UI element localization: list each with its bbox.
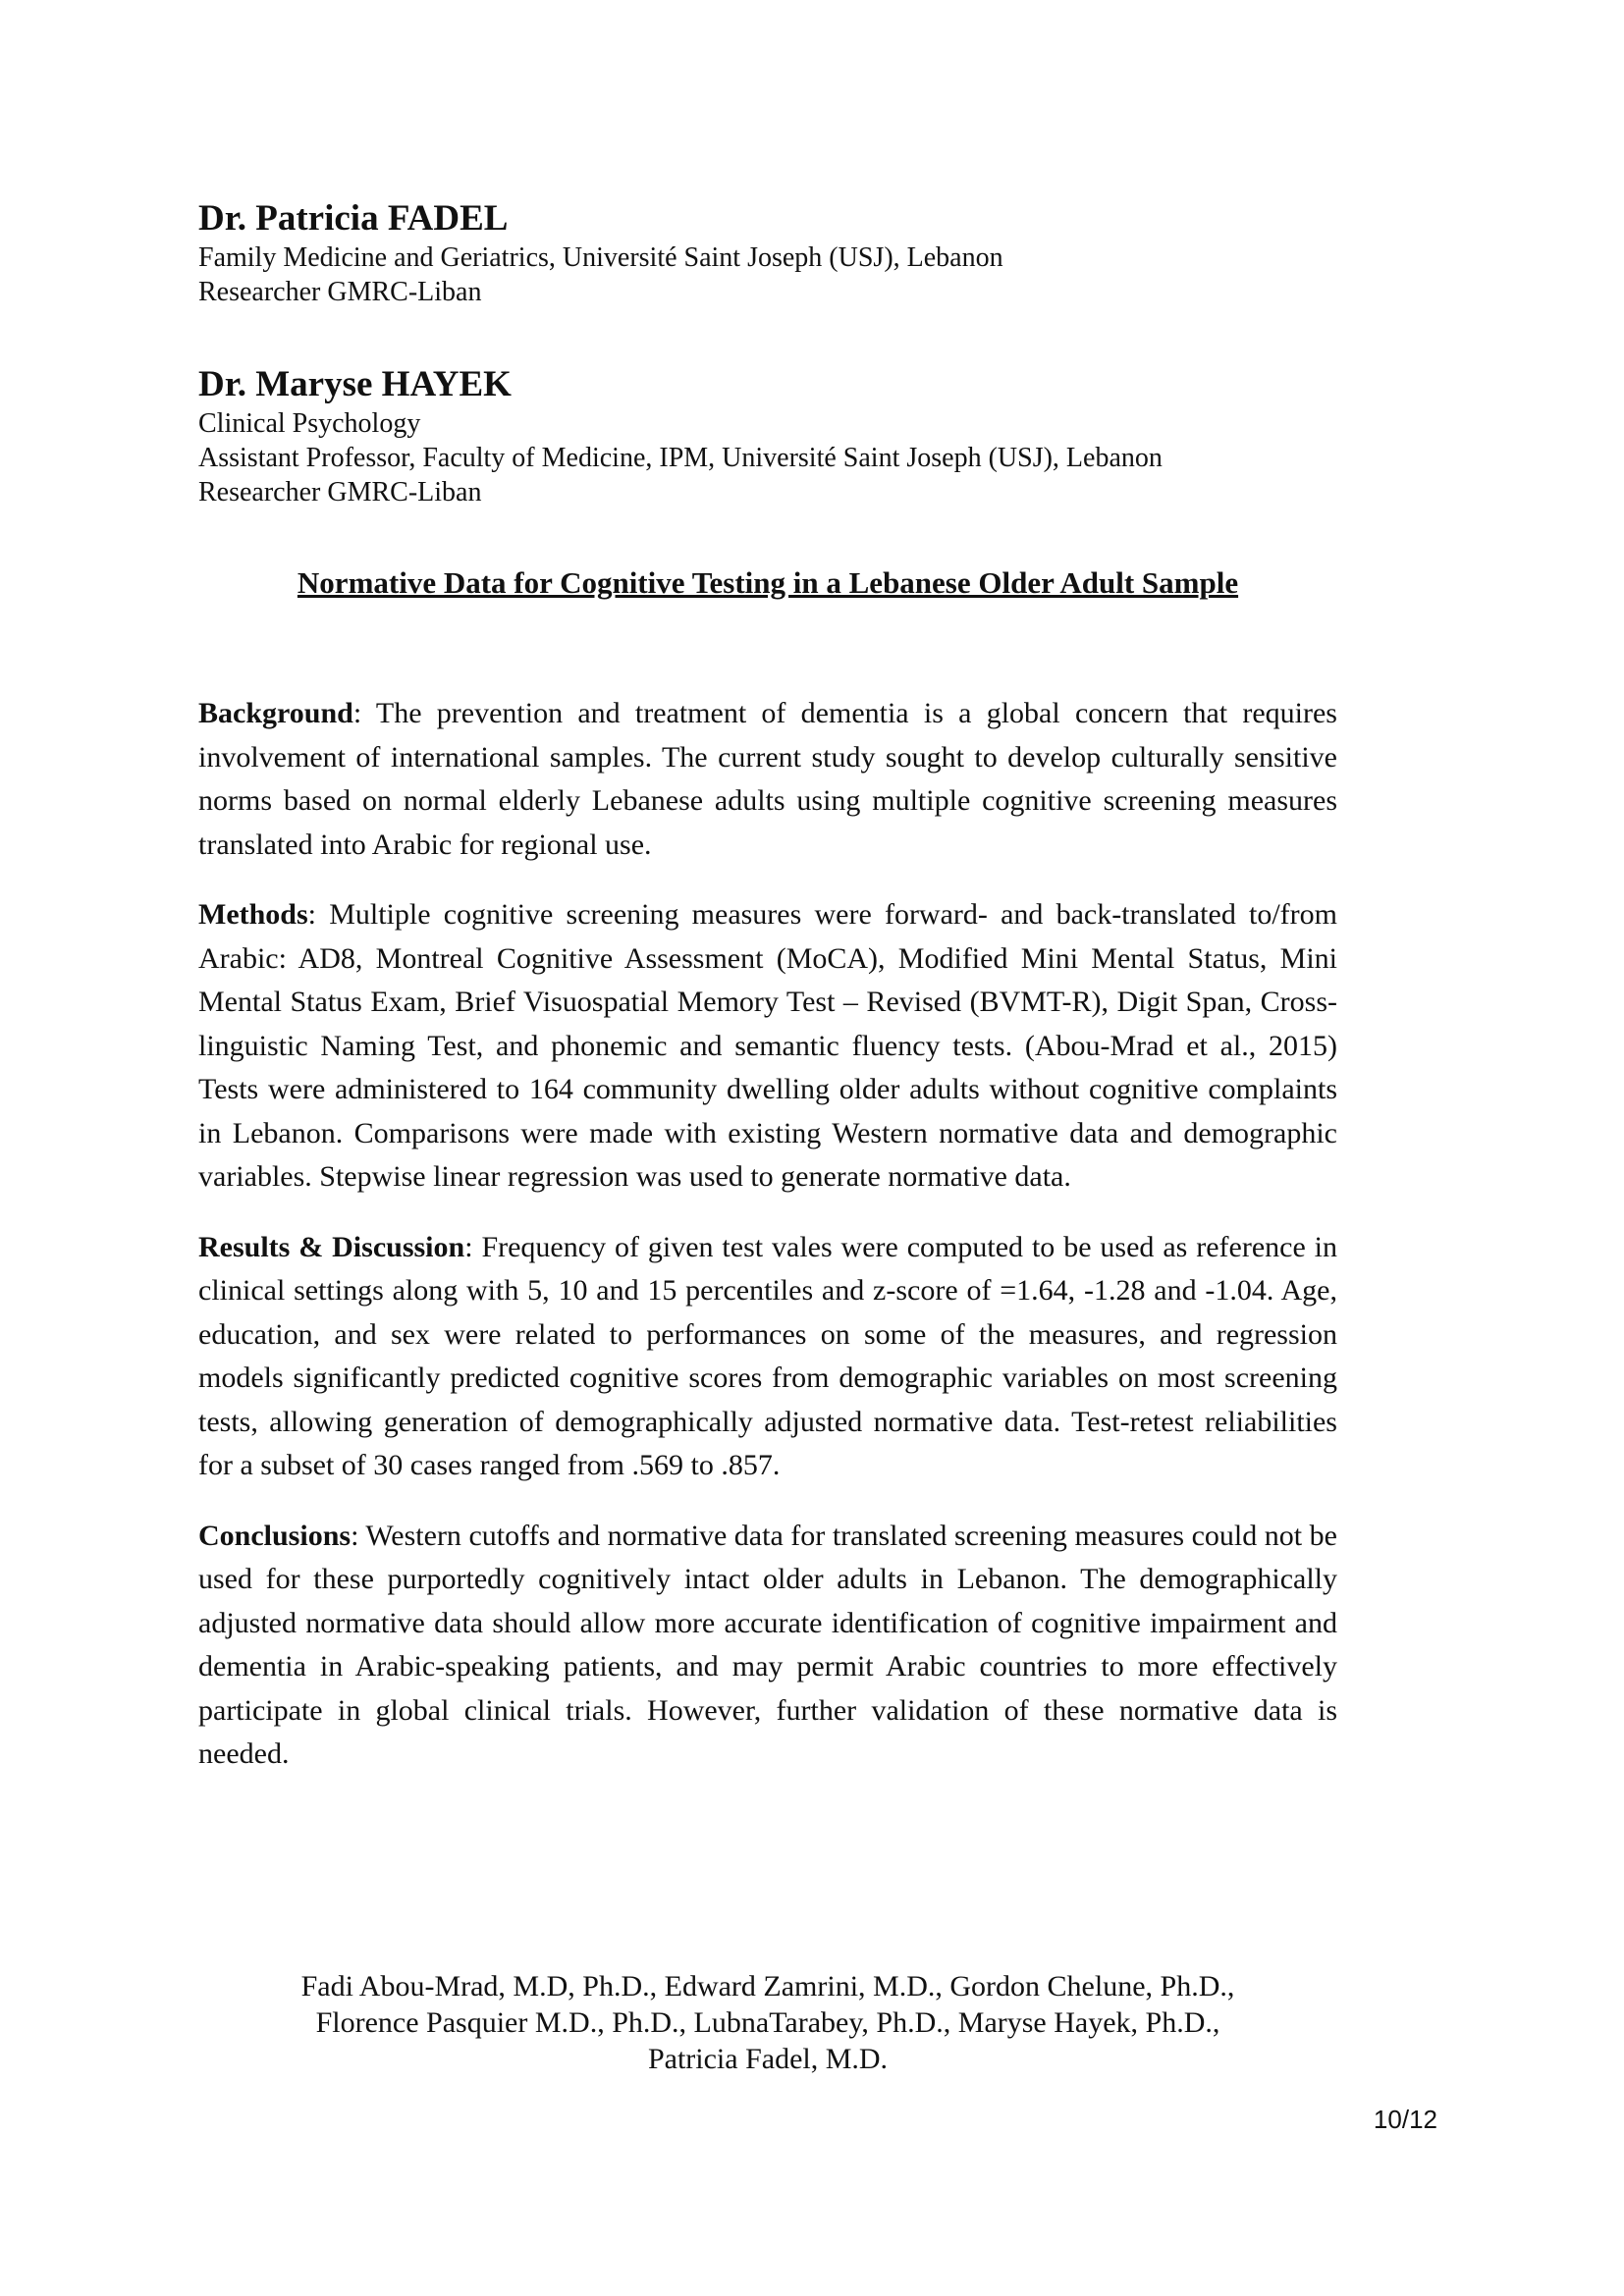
author-list-line: Florence Pasquier M.D., Ph.D., LubnaTarabey, Ph.D., Maryse Hayek, Ph.D.,: [315, 2006, 1220, 2039]
section-heading: Results & Discussion: [198, 1230, 465, 1263]
page-number: 10/12: [1373, 2105, 1437, 2134]
abstract-title: Normative Data for Cognitive Testing in a Lebanese Older Adult Sample: [297, 565, 1239, 600]
author-list-line: Fadi Abou-Mrad, M.D, Ph.D., Edward Zamrini, M.D., Gordon Chelune, Ph.D.,: [300, 1970, 1235, 2002]
author-affiliation: Clinical Psychology: [198, 408, 421, 439]
author-block-fadel: [198, 197, 1337, 309]
author-block-hayek: [198, 363, 1337, 509]
author-list: [198, 1968, 1337, 2077]
abstract-body: [198, 692, 1337, 1803]
section-text: : Western cutoffs and normative data for translated screening measures could not be used for these purportedly cognitively intact older adults in Lebanon. The demographically adjusted normative data should allow more accurate identification of cognitive impairment and dementia in Arabic-speaking patients, and may permit Arabic countries to more effectively participate in global clinical trials. However, further validation of these normative data is needed.: [198, 1519, 1337, 1770]
author-name: Dr. Maryse HAYEK: [198, 364, 512, 404]
section-heading: Methods: [198, 898, 308, 931]
section-background: [198, 692, 1337, 867]
section-heading: Conclusions: [198, 1519, 352, 1552]
section-results: [198, 1226, 1337, 1488]
section-text: : The prevention and treatment of dementia is a global concern that requires involvement of international samples. The current study sought to develop culturally sensitive norms based on normal elderly Lebanese adults using multiple cognitive screening measures translated into Arabic for regional use.: [198, 697, 1337, 861]
section-conclusions: [198, 1515, 1337, 1777]
section-text: : Multiple cognitive screening measures were forward- and back-translated to/from Arabic: AD8, Montreal Cognitive Assessment (MoCA), Modified Mini Mental Status, Mini Mental Status Exam, Brief Visuospatial Memory Test – Revised (BVMT-R), Digit Span, Cross-linguistic Naming Test, and phonemic and semantic fluency tests. (Abou-Mrad et al., 2015) Tests were administered to 164 community dwelling older adults without cognitive complaints in Lebanon. Comparisons were made with existing Western normative data and demographic variables. Stepwise linear regression was used to generate normative data.: [198, 898, 1337, 1193]
author-affiliation: Family Medicine and Geriatrics, Université Saint Joseph (USJ), Lebanon: [198, 242, 1003, 273]
section-heading: Background: [198, 697, 353, 729]
section-methods: [198, 893, 1337, 1200]
author-list-line: Patricia Fadel, M.D.: [647, 2043, 889, 2075]
author-affiliation: Assistant Professor, Faculty of Medicine, IPM, Université Saint Joseph (USJ), Lebanon: [198, 443, 1163, 473]
author-name: Dr. Patricia FADEL: [198, 198, 509, 239]
author-affiliation: Researcher GMRC-Liban: [198, 477, 482, 507]
section-text: : Frequency of given test vales were computed to be used as reference in clinical settings along with 5, 10 and 15 percentiles and z-score of =1.64, -1.28 and -1.04. Age, education, and sex were related to performances on some of the measures, and regression models significantly predicted cognitive scores from demographic variables on most screening tests, allowing generation of demographically adjusted normative data. Test-retest reliabilities for a subset of 30 cases ranged from .569 to .857.: [198, 1230, 1338, 1481]
author-affiliation: Researcher GMRC-Liban: [198, 277, 482, 307]
